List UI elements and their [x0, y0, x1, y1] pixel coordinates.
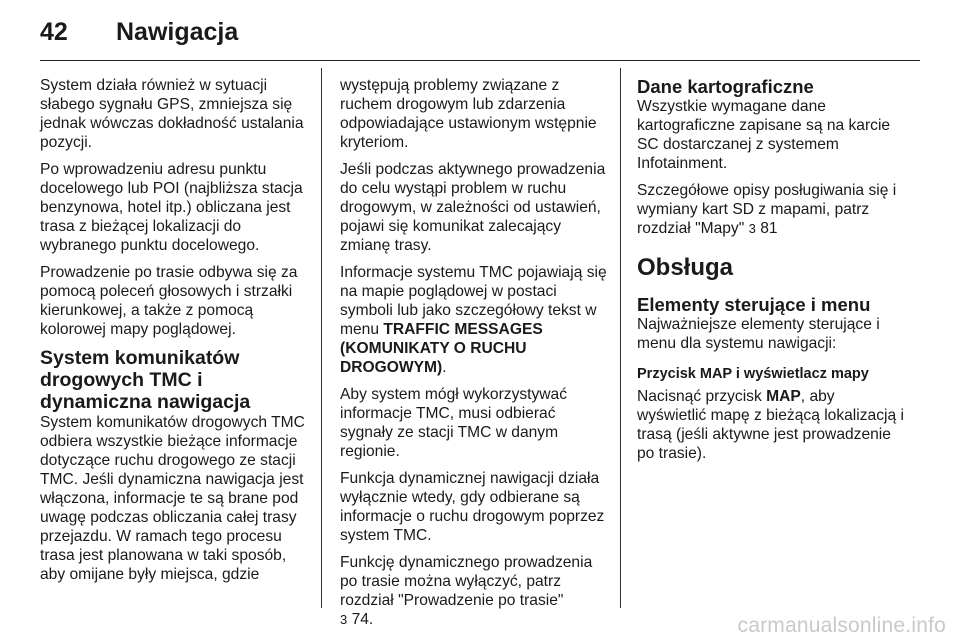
column-divider — [321, 68, 322, 608]
paragraph-text: , aby wyświetlić mapę z bieżącą lokalizacją i trasą (jeśli aktywne jest prowadzenie po trasie). — [637, 388, 904, 462]
page-ref-arrow-icon: 3 — [748, 221, 756, 236]
page-number: 42 — [40, 18, 68, 46]
paragraph: Najważniejsze elementy sterujące i menu dla systemu nawigacji: — [637, 316, 880, 352]
punctuation: . — [442, 359, 447, 376]
column-3 — [637, 76, 905, 470]
paragraph: Wszystkie wymagane dane kartograficzne zapisane są na karcie SC dostarczanej z systemem Infotainment. — [637, 98, 891, 172]
section-heading-maps: Dane kartograficzne — [637, 76, 814, 97]
chapter-heading-obsluga: Obsługa — [637, 254, 734, 281]
page-ref-arrow-icon: 3 — [340, 612, 348, 627]
page-header — [40, 18, 238, 48]
paragraph: występują problemy związane z ruchem drogowym lub zdarzenia odpowiadające ustawionym wstępnie kryteriom. — [340, 77, 597, 151]
paragraph — [637, 181, 905, 238]
paragraph-text: Szczegółowe opisy posługiwania się i wymiany kart SD z mapami, patrz rozdział "Mapy" — [637, 182, 897, 237]
paragraph: Jeśli podczas aktywnego prowadzenia do celu wystąpi problem w ruchu drogowym, w zależności od ustawień, pojawi się komunikat zalecający zmianę trasy. — [340, 161, 606, 254]
paragraph — [340, 263, 608, 377]
paragraph-text: Nacisnąć przycisk — [637, 388, 767, 405]
paragraph: Funkcja dynamicznej nawigacji działa wyłącznie wtedy, gdy odbierane są informacje o ruchu drogowym poprzez system TMC. — [340, 470, 605, 544]
button-name-map: MAP — [766, 388, 801, 405]
column-divider — [620, 68, 621, 608]
header-divider — [40, 60, 920, 61]
paragraph: Po wprowadzeniu adresu punktu docelowego lub POI (najbliższa stacja benzynowa, hotel itp.) obliczana jest trasa z bieżącej lokalizacji do wybranego punktu docelowego. — [40, 161, 303, 254]
paragraph: System działa również w sytuacji słabego sygnału GPS, zmniejsza się jednak wówczas dokładność ustalania pozycji. — [40, 77, 304, 151]
paragraph-text: Funkcję dynamicznego prowadzenia po trasie można wyłączyć, patrz rozdział "Prowadzenie po trasie" — [340, 554, 593, 609]
paragraph: Aby system mógł wykorzystywać informacje TMC, musi odbierać sygnały ze stacji TMC w danym regionie. — [340, 386, 568, 460]
paragraph — [340, 553, 608, 629]
page-title: Nawigacja — [116, 18, 239, 46]
paragraph: Prowadzenie po trasie odbywa się za pomocą poleceń głosowych i strzałki kierunkowej, a także z pomocą kolorowej mapy poglądowej. — [40, 264, 298, 338]
section-heading-controls: Elementy sterujące i menu — [637, 294, 871, 315]
page-reference: 74. — [351, 611, 374, 628]
paragraph: System komunikatów drogowych TMC odbiera wszystkie bieżące informacje dotyczące ruchu drogowego ze stacji TMC. Jeśli dynamiczna nawigacja jest włączona, informacje te są brane pod uwagę podczas obliczania całej trasy przejazdu. W ramach tego procesu trasa jest planowana w taki sposób, aby omijane były miejsca, gdzie — [40, 414, 305, 583]
column-1 — [40, 76, 308, 591]
section-heading-tmc: System komunikatów drogowych TMC i dynamiczna nawigacja — [40, 347, 251, 413]
watermark: carmanualsonline.info — [737, 614, 946, 637]
column-2 — [340, 76, 608, 636]
subheading-map-button: Przycisk MAP i wyświetlacz mapy — [637, 366, 869, 382]
paragraph-text: Informacje systemu TMC pojawiają się na mapie poglądowej w postaci symboli lub jako szczegółowy tekst w menu — [340, 264, 607, 338]
page-reference: 81 — [760, 220, 778, 237]
paragraph — [637, 387, 905, 463]
menu-name-traffic-messages: TRAFFIC MESSAGES (KOMUNIKATY O RUCHU DROGOWYM) — [340, 321, 543, 376]
